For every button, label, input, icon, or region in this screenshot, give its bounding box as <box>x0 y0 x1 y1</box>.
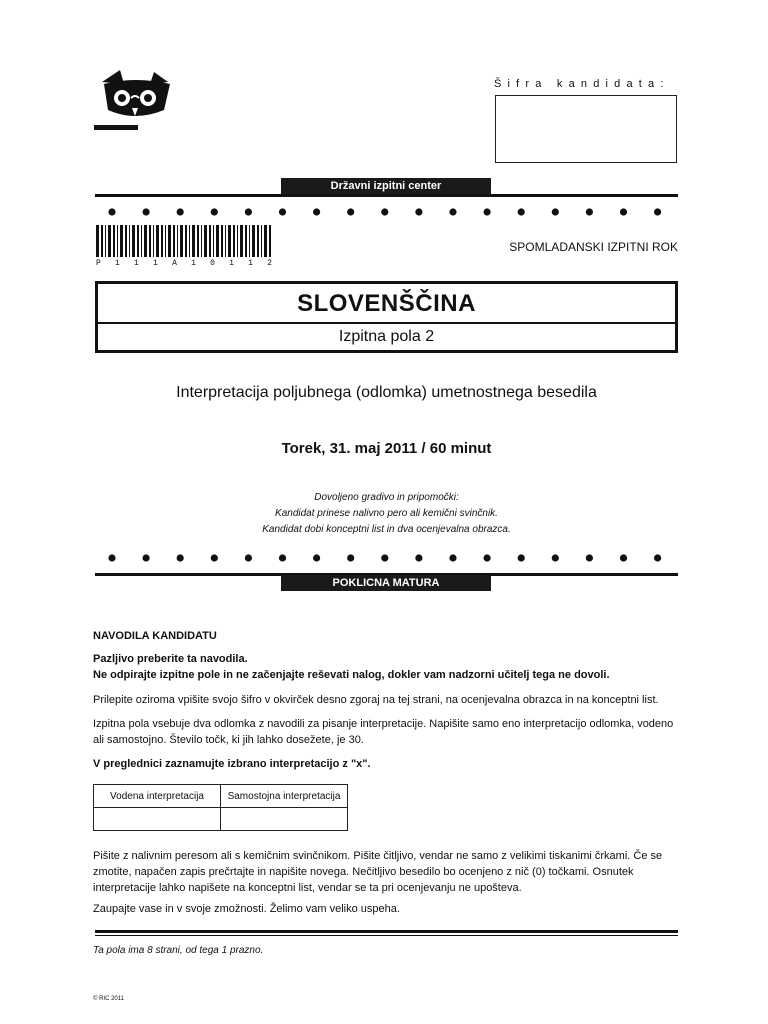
border-dot <box>586 208 593 215</box>
subject-title: SLOVENŠČINA <box>297 290 476 317</box>
barcode-digit: 1 <box>134 259 139 268</box>
border-dot <box>177 208 184 215</box>
exam-topic: Interpretacija poljubnega (odlomka) umetnostnega besedila <box>176 384 597 401</box>
candidate-code-label: Šifra kandidata: <box>494 78 670 90</box>
border-dot <box>552 554 559 561</box>
top-divider <box>95 194 678 197</box>
choice-cell-guided[interactable] <box>94 808 221 831</box>
border-dot <box>143 208 150 215</box>
border-dot <box>108 554 115 561</box>
border-dot <box>484 208 491 215</box>
border-dot <box>347 208 354 215</box>
barcode-bar <box>149 225 151 257</box>
barcode-digit: 2 <box>267 259 272 268</box>
barcode-bar <box>144 225 147 257</box>
barcode-bar <box>101 225 103 257</box>
border-dot <box>347 554 354 561</box>
barcode-bar <box>132 225 135 257</box>
barcode-bar <box>156 225 159 257</box>
instructions-heading: NAVODILA KANDIDATU <box>93 630 217 642</box>
barcode-bar <box>165 225 166 257</box>
border-dot <box>620 554 627 561</box>
instructions-paragraph: Zaupajte vase in v svoje zmožnosti. Želimo vam veliko uspeha. <box>93 903 400 915</box>
allowed-materials-heading: Dovoljeno gradivo in pripomočki: <box>314 492 459 503</box>
barcode-bar <box>120 225 123 257</box>
barcode-bar <box>185 225 187 257</box>
border-dot <box>518 554 525 561</box>
barcode-bar <box>221 225 223 257</box>
barcode-bar <box>108 225 111 257</box>
allowed-materials-line: Kandidat dobi konceptni list in dva ocenjevalna obrazca. <box>262 524 511 535</box>
instructions-paragraph: Prilepite oziroma vpišite svojo šifro v okvirček desno zgoraj na tej strani, na ocenjevalna obrazca in na konceptni list. <box>93 694 659 706</box>
border-dot <box>415 208 422 215</box>
page-count-note: Ta pola ima 8 strani, od tega 1 prazno. <box>93 945 264 956</box>
barcode-bar <box>216 225 219 257</box>
border-dot <box>518 208 525 215</box>
border-dot <box>279 208 286 215</box>
border-dot <box>313 554 320 561</box>
barcode-digit: P <box>96 259 101 268</box>
barcode-bar <box>225 225 226 257</box>
border-dot <box>654 554 661 561</box>
center-label-bar: Državni izpitni center <box>281 178 491 194</box>
barcode-bar <box>125 225 127 257</box>
barcode-bar <box>189 225 190 257</box>
matura-label-bar: POKLICNA MATURA <box>281 575 491 591</box>
border-dot <box>279 554 286 561</box>
barcode-bar <box>213 225 214 257</box>
interpretation-choice-table <box>93 784 348 831</box>
border-dot <box>245 554 252 561</box>
barcode-bar <box>209 225 211 257</box>
instructions-paragraph: Pišite z nalivnim peresom ali s kemičnim svinčnikom. Pišite čitljivo, vendar ne samo z velikimi tiskanimi črkami. Če se zmotite, napačen zapis prečrtajte in napišite novega. Nečitljivo besedilo bo ocenjeno z nič (0) točkami. Osnutek interpretacije lahko napišete na konceptni list, vendar se ta pri ocenjevanju ne upošteva. <box>93 850 663 894</box>
table-header-guided: Vodena interpretacija <box>94 785 221 808</box>
barcode-bar <box>137 225 139 257</box>
barcode-digit: A <box>172 259 177 268</box>
candidate-code-box[interactable] <box>495 95 677 163</box>
instructions-choose: V preglednici zaznamujte izbrano interpretacijo z "x". <box>93 758 371 770</box>
border-dot <box>484 554 491 561</box>
barcode-bar <box>204 225 207 257</box>
border-dot <box>449 554 456 561</box>
barcode-bar <box>96 225 99 257</box>
barcode-digit: 1 <box>153 259 158 268</box>
barcode-bar <box>197 225 199 257</box>
barcode-digit: 1 <box>229 259 234 268</box>
border-dot <box>415 554 422 561</box>
barcode-bar <box>105 225 106 257</box>
barcode-bar <box>173 225 175 257</box>
barcode-bar <box>245 225 247 257</box>
border-dot <box>108 208 115 215</box>
barcode-bar <box>168 225 171 257</box>
exam-season: SPOMLADANSKI IZPITNI ROK <box>509 240 678 254</box>
border-dot <box>586 554 593 561</box>
barcode-bar <box>201 225 202 257</box>
barcode-bar <box>177 225 178 257</box>
barcode-bar <box>252 225 255 257</box>
barcode-bar <box>117 225 118 257</box>
barcode-bar <box>153 225 154 257</box>
barcode-bar <box>249 225 250 257</box>
barcode-digits <box>96 259 272 268</box>
bottom-divider-thin <box>95 935 678 936</box>
border-dot <box>381 554 388 561</box>
instructions-paragraph: Izpitna pola vsebuje dva odlomka z navodili za pisanje interpretacije. Napišite samo eno interpretacijo odlomka, vodeno ali samostojno. Število točk, ki jih lahko dosežete, je 30. <box>93 718 674 746</box>
barcode-bar <box>237 225 238 257</box>
border-dot <box>177 554 184 561</box>
barcode-digit: 1 <box>248 259 253 268</box>
owl-logo-icon <box>94 70 176 132</box>
instructions-emphasis: Ne odpirajte izpitne pole in ne začenjajte reševati nalog, dokler vam nadzorni učitelj tega ne dovoli. <box>93 669 610 681</box>
border-dot <box>245 208 252 215</box>
barcode-digit: 1 <box>191 259 196 268</box>
barcode-bar <box>192 225 195 257</box>
barcode-digit: 0 <box>210 259 215 268</box>
barcode-bar <box>180 225 183 257</box>
exam-paper-subtitle: Izpitna pola 2 <box>338 328 435 345</box>
exam-date: Torek, 31. maj 2011 / 60 minut <box>281 440 492 457</box>
instructions-emphasis: Pazljivo preberite ta navodila. <box>93 653 248 665</box>
border-dot <box>449 208 456 215</box>
choice-cell-independent[interactable] <box>221 808 348 831</box>
barcode-bar <box>257 225 259 257</box>
barcode-bar <box>261 225 262 257</box>
barcode-bar <box>228 225 231 257</box>
barcode-bar <box>113 225 115 257</box>
barcode-bar <box>161 225 163 257</box>
border-dot <box>552 208 559 215</box>
barcode-bar <box>269 225 271 257</box>
table-header-independent: Samostojna interpretacija <box>221 785 348 808</box>
border-dot <box>313 208 320 215</box>
barcode-bar <box>264 225 267 257</box>
border-dot <box>211 208 218 215</box>
barcode-image <box>96 225 272 257</box>
dotted-border-bottom <box>107 553 663 563</box>
border-dot <box>211 554 218 561</box>
barcode-bar <box>129 225 130 257</box>
copyright: © RIC 2011 <box>93 996 124 1002</box>
border-dot <box>654 208 661 215</box>
title-separator <box>98 322 675 324</box>
border-dot <box>620 208 627 215</box>
dotted-border-top <box>107 207 663 217</box>
border-dot <box>381 208 388 215</box>
barcode-bar <box>141 225 142 257</box>
barcode-digit: 1 <box>115 259 120 268</box>
border-dot <box>143 554 150 561</box>
barcode-bar <box>240 225 243 257</box>
bottom-divider <box>95 930 678 933</box>
barcode-bar <box>233 225 235 257</box>
allowed-materials-line: Kandidat prinese nalivno pero ali kemični svinčnik. <box>275 508 498 519</box>
